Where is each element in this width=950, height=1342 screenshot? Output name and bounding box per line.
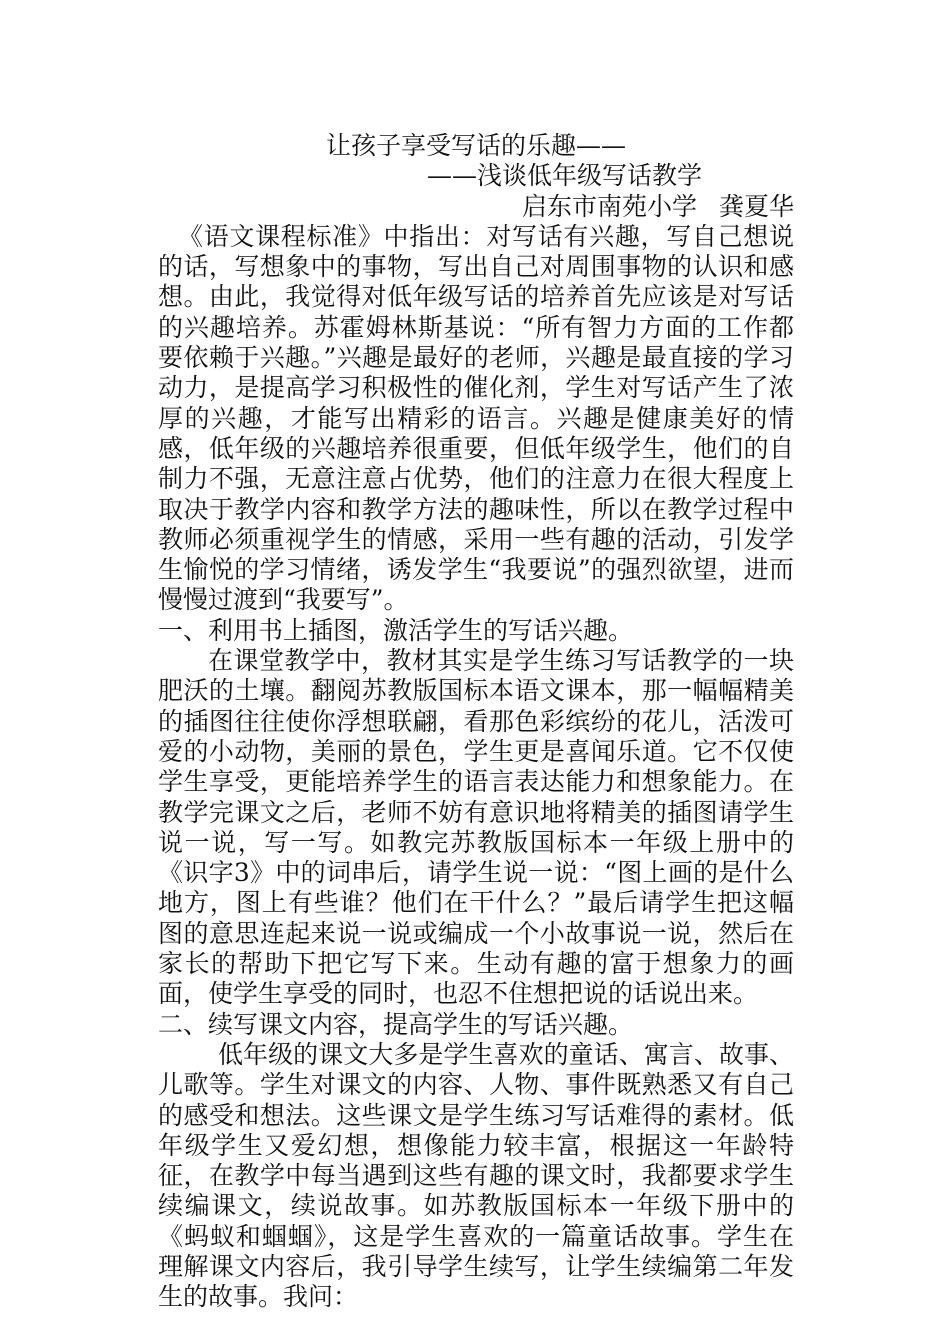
intro-paragraph: 《语文课程标准》中指出：对写话有兴趣，写自己想说的话，写想象中的事物，写出自己对周围事物的认识和感想。由此，我觉得对低年级写话的培养首先应该是对写话的兴趣培养。苏霍姆林斯基说：“所有智力方面的工作都要依赖于兴趣。”兴趣是最好的老师，兴趣是最直接的学习动力，是提高学习积极性的催化剂，学生对写话产生了浓厚的兴趣，才能写出精彩的语言。兴趣是健康美好的情感，低年级的兴趣培养很重要，但低年级学生，他们的自制力不强，无意注意占优势，他们的注意力在很大程度上取决于教学内容和教学方法的趣味性，所以在教学过程中教师必须重视学生的情感，采用一些有趣的活动，引发学生愉悦的学习情绪，诱发学生“我要说”的强烈欲望，进而慢慢过渡到“我要写”。 — [158, 221, 794, 615]
section-body-2: 低年级的课文大多是学生喜欢的童话、寓言、故事、儿歌等。学生对课文的内容、人物、事件既熟悉又有自己的感受和想法。这些课文是学生练习写话难得的素材。低年级学生又爱幻想，想像能力较丰富，根据这一年龄特征，在教学中每当遇到这些有趣的课文时，我都要求学生续编课文，续说故事。如苏教版国标本一年级下册中的《蚂蚁和蝈蝈》，这是学生喜欢的一篇童话故事。学生在理解课文内容后，我引导学生续写，让学生续编第二年发生的故事。我问： — [158, 1039, 794, 1312]
section-body-1: 在课堂教学中，教材其实是学生练习写话教学的一块肥沃的土壤。翻阅苏教版国标本语文课本，那一幅幅精美的插图往往使你浮想联翩，看那色彩缤纷的花儿，活泼可爱的小动物，美丽的景色，学生更是喜闻乐道。它不仅使学生享受，更能培养学生的语言表达能力和想象能力。在教学完课文之后，老师不妨有意识地将精美的插图请学生说一说，写一写。如教完苏教版国标本一年级上册中的《识字3》中的词串后，请学生说一说：“图上画的是什么地方，图上有些谁？他们在干什么？”最后请学生把这幅图的意思连起来说一说或编成一个小故事说一说，然后在家长的帮助下把它写下来。生动有趣的富于想象力的画面，使学生享受的同时，也忍不住想把说的话说出来。 — [158, 646, 794, 1009]
author-name: 龚夏华 — [718, 191, 794, 221]
document-subtitle: ——浅谈低年级写话教学 — [426, 161, 702, 191]
author-line — [158, 192, 794, 222]
document-body — [158, 131, 794, 1313]
section-heading-1: 一、利用书上插图，激活学生的写话兴趣。 — [158, 615, 634, 645]
section-heading-2: 二、续写课文内容，提高学生的写话兴趣。 — [158, 1009, 634, 1039]
document-title: 让孩子享受写话的乐趣—— — [325, 131, 626, 160]
author-school: 启东市南苑小学 — [521, 191, 697, 221]
